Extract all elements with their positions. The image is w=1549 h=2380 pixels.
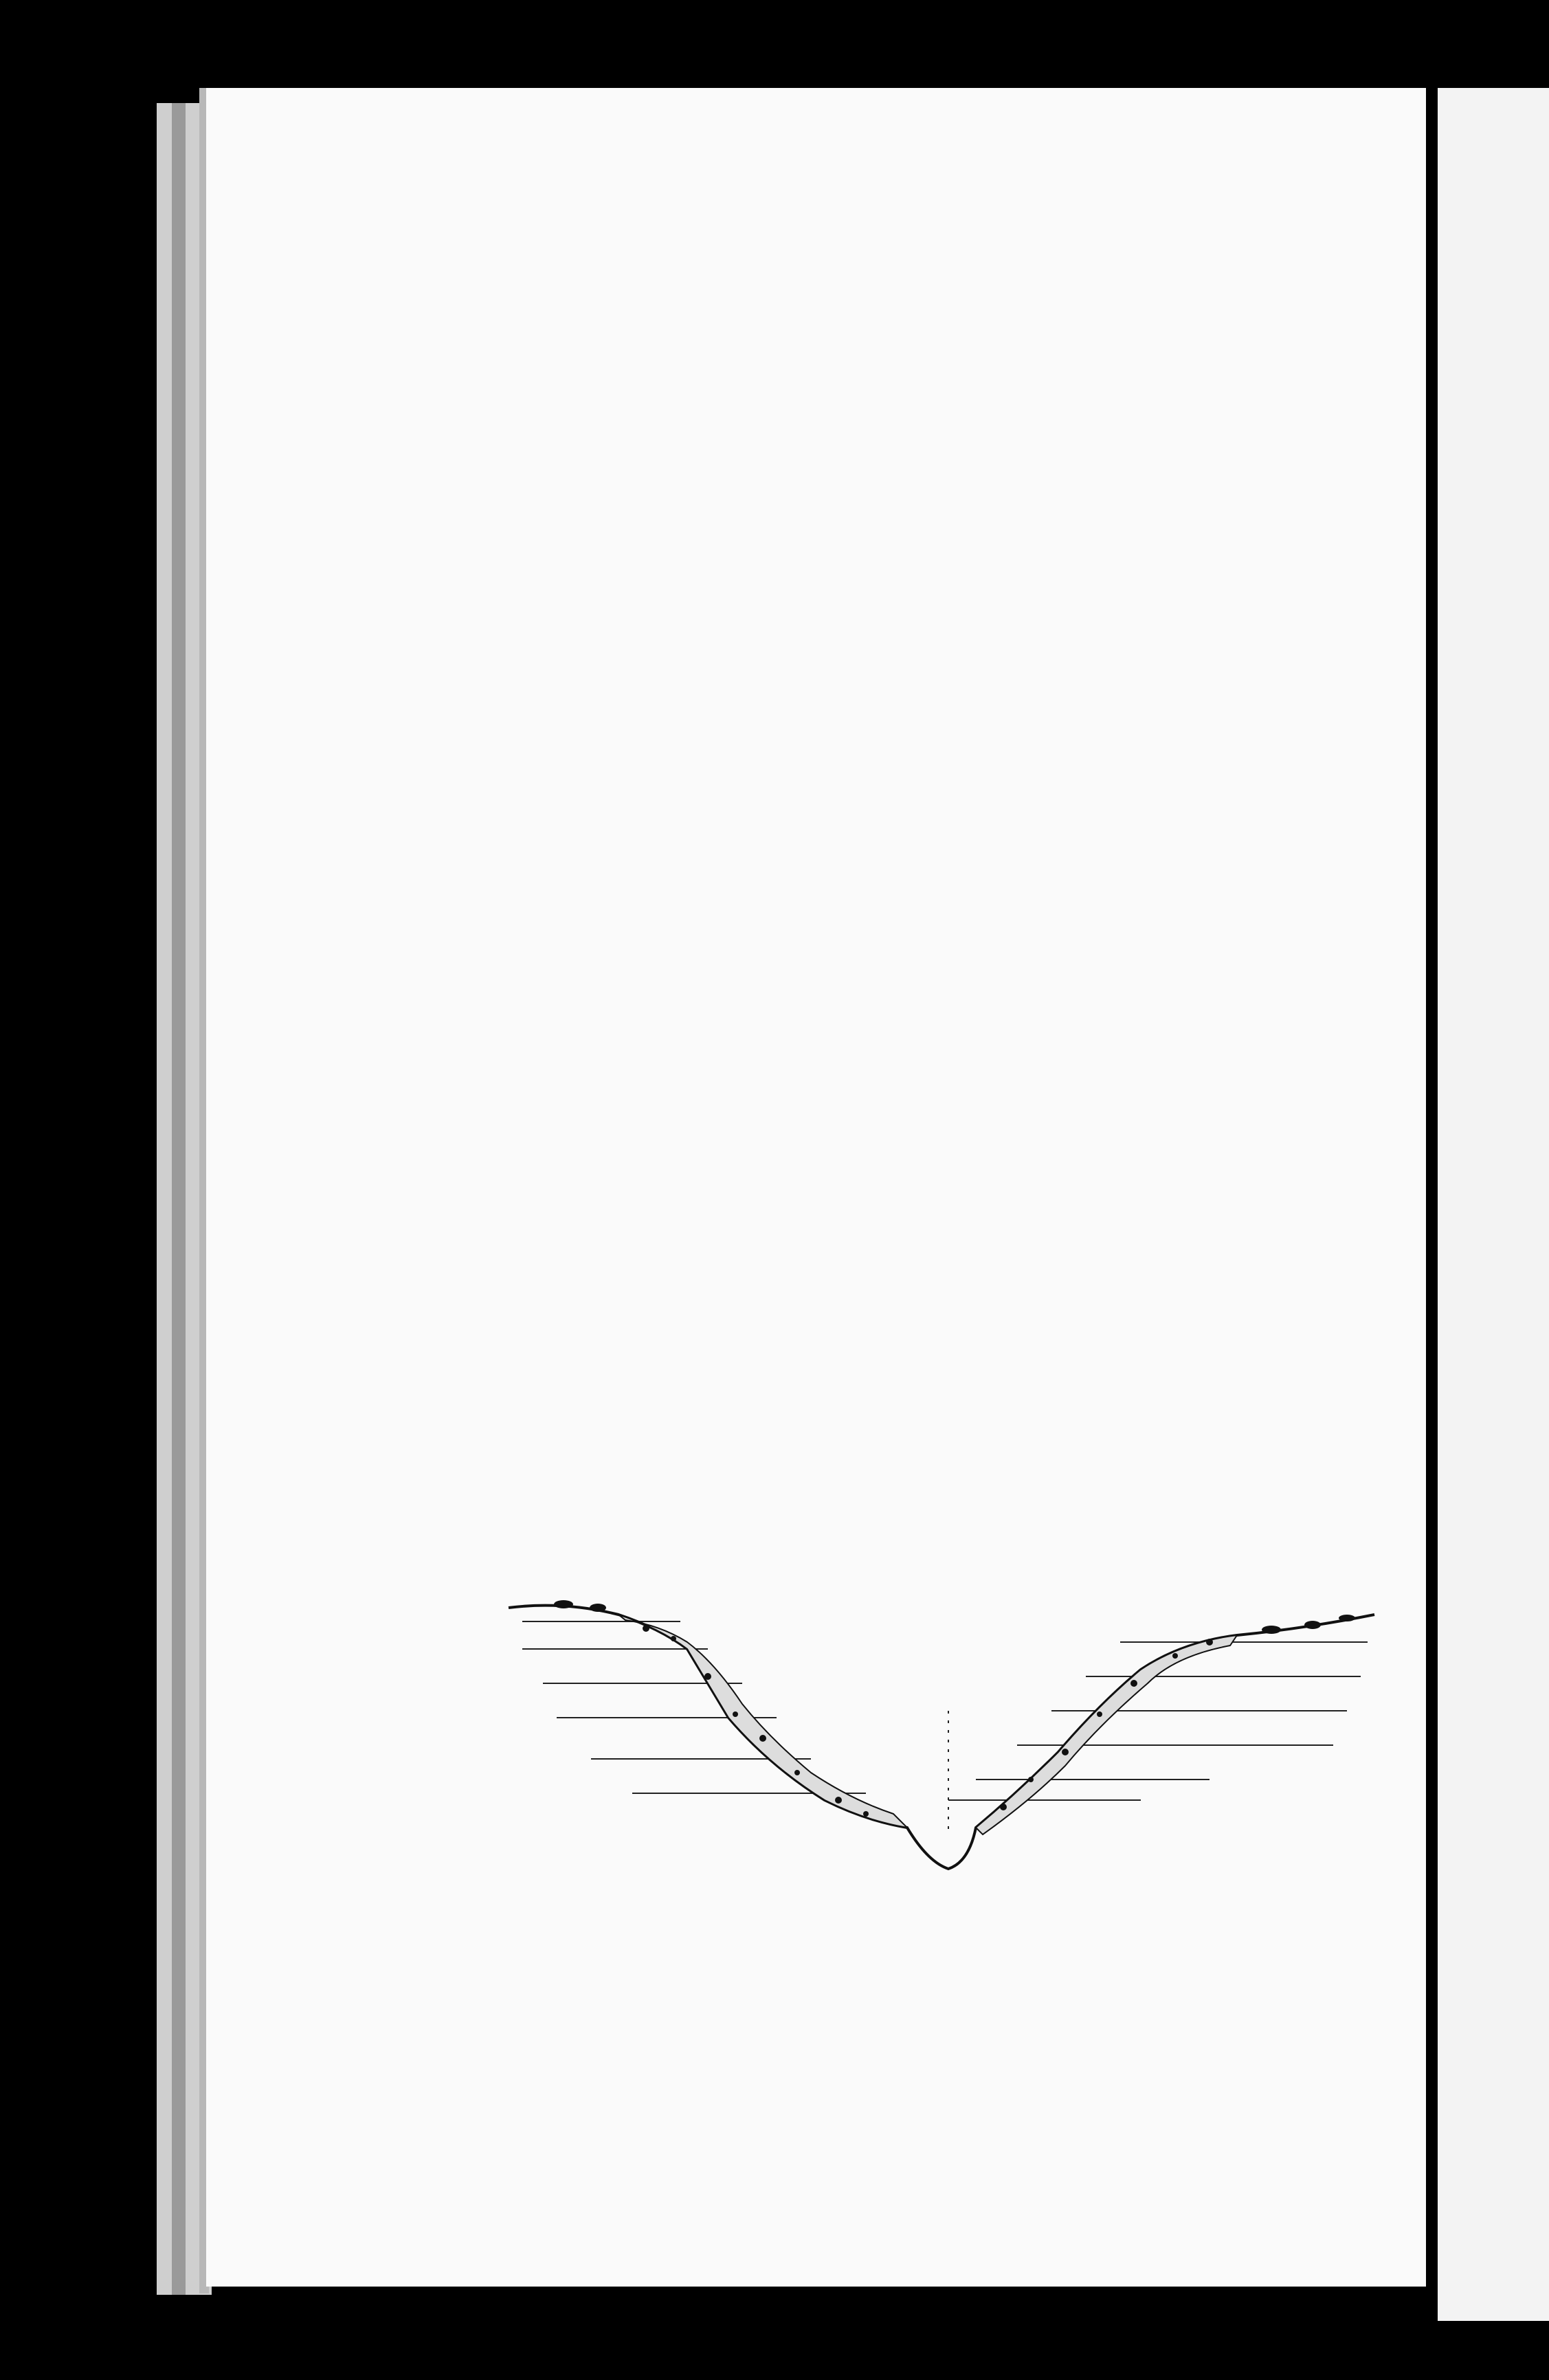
page-header — [476, 282, 1398, 316]
valley-section-figure — [481, 1567, 1416, 1910]
adjacent-page-edge — [1438, 88, 1549, 2321]
book-page — [206, 88, 1426, 2287]
